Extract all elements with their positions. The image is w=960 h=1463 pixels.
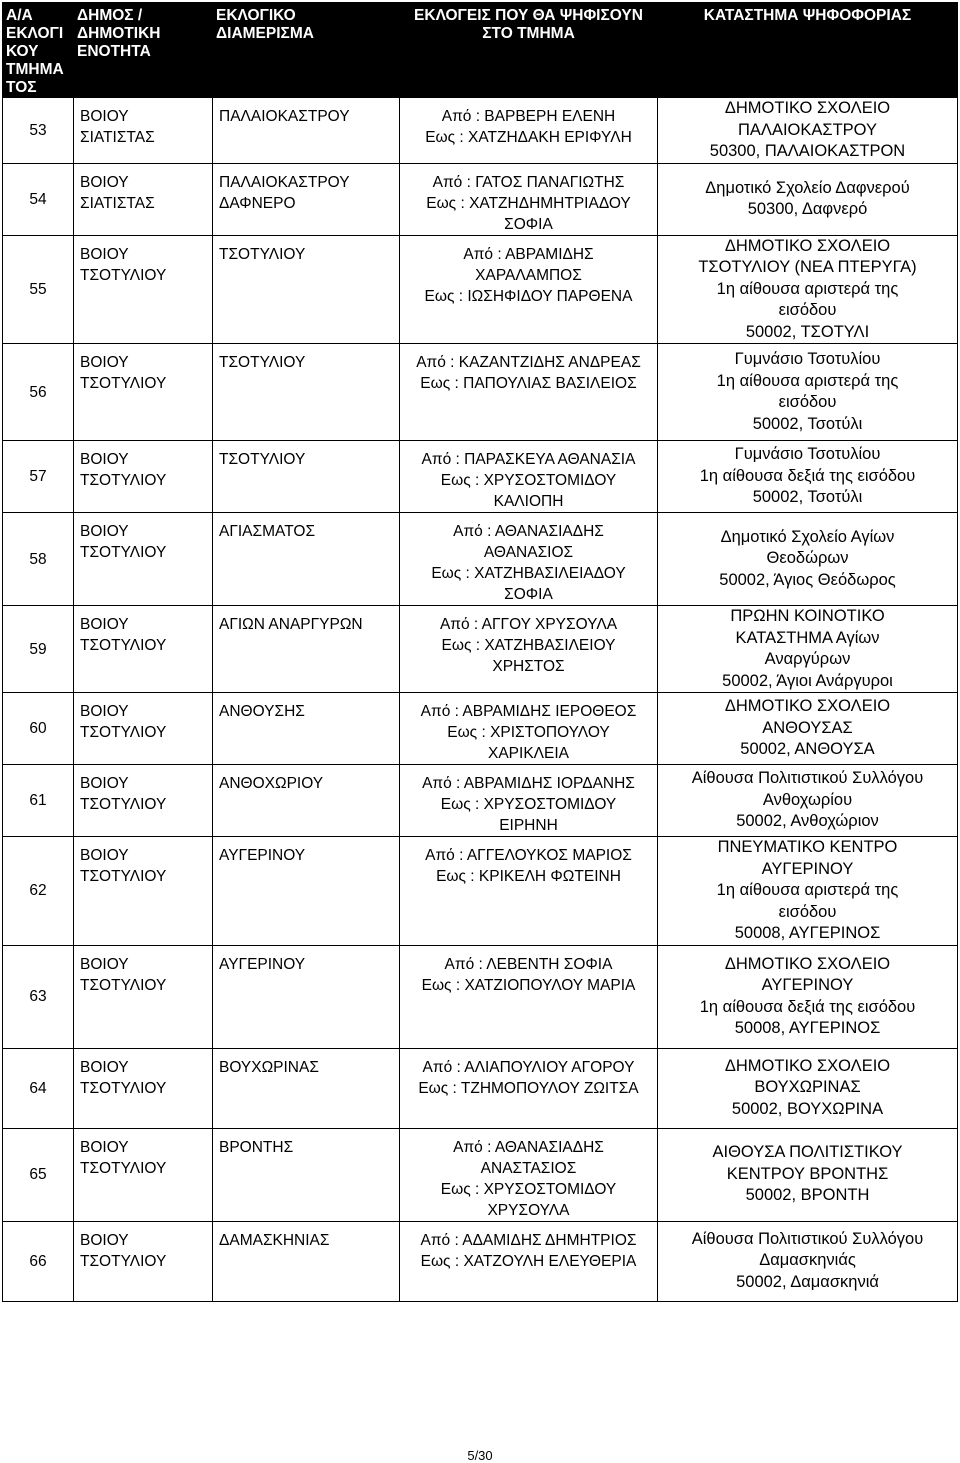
- row-number: 53: [3, 98, 74, 164]
- polling-station-cell-line: Θεοδώρων: [766, 549, 849, 568]
- polling-station-cell-line: 50002, Ανθοχώριον: [736, 812, 879, 831]
- voters-cell-line: Από : ΑΓΓΕΛΟΥΚΟΣ ΜΑΡΙΟΣ: [425, 847, 632, 864]
- polling-station-cell: [658, 765, 958, 837]
- polling-station-cell-line: 1η αίθουσα δεξιά της εισόδου: [699, 997, 916, 1016]
- polling-station-cell-line: 1η αίθουσα δεξιά της εισόδου: [699, 466, 916, 485]
- polling-station-cell-line: ΠΑΛΑΙΟΚΑΣΤΡΟΥ: [738, 120, 877, 139]
- polling-station-cell-line: ΚΑΤΑΣΤΗΜΑ Αγίων: [735, 628, 880, 647]
- district-cell-line: ΑΓΙΩΝ ΑΝΑΡΓΥΡΩΝ: [219, 616, 363, 633]
- header-voters: [400, 3, 658, 98]
- voters-cell-line: ΑΝΑΣΤΑΣΙΟΣ: [480, 1159, 577, 1177]
- voters-cell: [400, 765, 658, 837]
- district-cell-line: ΑΓΙΑΣΜΑΤΟΣ: [219, 523, 316, 540]
- voters-cell: [400, 98, 658, 164]
- table-body: [3, 98, 958, 1302]
- polling-station-cell-line: 50002, Τσοτύλι: [752, 488, 863, 507]
- district-cell-line: ΤΣΟΤΥΛΙΟΥ: [219, 245, 306, 263]
- polling-station-cell-line: 50002, ΑΝΘΟΥΣΑ: [740, 740, 875, 759]
- municipality-cell: [74, 765, 213, 837]
- municipality-cell: [74, 1128, 213, 1221]
- table-row: [3, 441, 958, 513]
- polling-station-cell-line: εισόδου: [778, 902, 837, 921]
- municipality-cell: [74, 693, 213, 765]
- voters-cell-line: ΚΑΛΙΟΠΗ: [493, 493, 564, 510]
- polling-station-cell-line: 50008, ΑΥΓΕΡΙΝΟΣ: [734, 1019, 881, 1037]
- voters-cell: [400, 513, 658, 606]
- municipality-cell-line: ΒΟΙΟΥ: [80, 523, 129, 540]
- header-municipality: [74, 3, 213, 98]
- municipality-cell-line: ΒΟΙΟΥ: [80, 173, 129, 191]
- district-cell-line: ΒΟΥΧΩΡΙΝΑΣ: [219, 1058, 319, 1076]
- district-cell: [213, 441, 400, 513]
- voters-cell: [400, 837, 658, 946]
- district-cell: [213, 1048, 400, 1128]
- header-line: ΔΗΜΟΣ /: [77, 7, 143, 24]
- municipality-cell-line: ΤΣΟΤΥΛΙΟΥ: [80, 1079, 167, 1097]
- polling-station-cell-line: 50002, Άγιοι Ανάργυροι: [722, 671, 893, 690]
- polling-station-cell: [658, 837, 958, 946]
- municipality-cell-line: ΒΟΙΟΥ: [80, 955, 129, 973]
- row-number: 54: [3, 163, 74, 235]
- header-line: Α/Α: [6, 7, 33, 24]
- table-row: [3, 693, 958, 765]
- polling-station-cell-line: ΠΝΕΥΜΑΤΙΚΟ ΚΕΝΤΡΟ: [717, 838, 898, 856]
- row-number: 55: [3, 235, 74, 344]
- table-row: [3, 837, 958, 946]
- municipality-cell-line: ΤΣΟΤΥΛΙΟΥ: [80, 637, 167, 654]
- header-polling-station: [658, 3, 958, 98]
- polling-station-cell-line: Δημοτικό Σχολείο Αγίων: [720, 527, 895, 546]
- municipality-cell-line: ΒΟΙΟΥ: [80, 451, 129, 468]
- row-number: 61: [3, 765, 74, 837]
- voters-cell-line: Από : ΠΑΡΑΣΚΕΥΑ ΑΘΑΝΑΣΙΑ: [421, 451, 636, 468]
- municipality-cell-line: ΒΟΙΟΥ: [80, 1231, 129, 1249]
- polling-station-cell-line: 50002, Δαμασκηνιά: [736, 1272, 879, 1291]
- district-cell-line: ΑΥΓΕΡΙΝΟΥ: [219, 847, 306, 864]
- table-row: [3, 163, 958, 235]
- polling-station-cell-line: ΑΥΓΕΡΙΝΟΥ: [761, 859, 854, 878]
- polling-station-cell: [658, 606, 958, 693]
- row-number: 57: [3, 441, 74, 513]
- polling-station-cell-line: Γυμνάσιο Τσοτυλίου: [734, 350, 881, 368]
- row-number: 58: [3, 513, 74, 606]
- row-number: 64: [3, 1048, 74, 1128]
- municipality-cell: [74, 344, 213, 441]
- header-line: ΔΙΑΜΕΡΙΣΜΑ: [216, 25, 314, 42]
- district-cell: [213, 163, 400, 235]
- voters-cell-line: Από : ΓΑΤΟΣ ΠΑΝΑΓΙΩΤΗΣ: [432, 173, 625, 191]
- municipality-cell-line: ΒΟΙΟΥ: [80, 108, 129, 125]
- polling-station-cell-line: εισόδου: [778, 301, 837, 319]
- voters-cell-line: Από : ΑΘΑΝΑΣΙΑΔΗΣ: [453, 523, 604, 540]
- voters-cell-line: ΕΙΡΗΝΗ: [499, 817, 558, 834]
- polling-station-cell-line: ΔΗΜΟΤΙΚΟ ΣΧΟΛΕΙΟ: [724, 236, 891, 255]
- polling-station-cell: [658, 235, 958, 344]
- district-cell-line: ΠΑΛΑΙΟΚΑΣΤΡΟΥ: [219, 108, 350, 125]
- district-cell: [213, 344, 400, 441]
- district-cell-line: ΤΣΟΤΥΛΙΟΥ: [219, 354, 306, 371]
- district-cell: [213, 98, 400, 164]
- voters-cell-line: Εως : ΧΑΤΖΗΔΑΚΗ ΕΡΙΦΥΛΗ: [425, 129, 632, 146]
- municipality-cell-line: ΤΣΟΤΥΛΙΟΥ: [80, 1159, 167, 1177]
- polling-station-cell-line: ΚΕΝΤΡΟΥ ΒΡΟΝΤΗΣ: [726, 1164, 889, 1183]
- polling-station-cell: [658, 98, 958, 164]
- voters-cell-line: Εως : ΧΑΤΖΗΒΑΣΙΛΕΙΑΔΟΥ: [431, 565, 626, 582]
- polling-station-cell-line: εισόδου: [778, 393, 837, 411]
- voters-cell-line: Εως : ΧΑΤΖΟΥΛΗ ΕΛΕΥΘΕΡΙΑ: [420, 1252, 637, 1270]
- polling-station-cell-line: ΔΗΜΟΤΙΚΟ ΣΧΟΛΕΙΟ: [724, 1056, 891, 1075]
- municipality-cell: [74, 1221, 213, 1301]
- voters-cell-line: Από : ΑΛΙΑΠΟΥΛΙΟΥ ΑΓΟΡΟΥ: [422, 1058, 635, 1076]
- voters-cell-line: ΧΑΡΑΛΑΜΠΟΣ: [475, 266, 582, 284]
- header-line: ΤΜΗΜΑ: [6, 61, 64, 78]
- row-number: 65: [3, 1128, 74, 1221]
- header-row: [3, 3, 958, 98]
- polling-station-cell-line: 50002, Άγιος Θεόδωρος: [719, 570, 896, 589]
- municipality-cell-line: ΒΟΙΟΥ: [80, 703, 129, 720]
- voters-cell-line: Από : ΑΓΓΟΥ ΧΡΥΣΟΥΛΑ: [439, 616, 618, 633]
- voters-cell-line: Από : ΒΑΡΒΕΡΗ ΕΛΕΝΗ: [441, 108, 616, 125]
- district-cell: [213, 765, 400, 837]
- voters-cell: [400, 693, 658, 765]
- voters-cell: [400, 441, 658, 513]
- polling-station-cell: [658, 1048, 958, 1128]
- polling-station-cell-line: ΒΟΥΧΩΡΙΝΑΣ: [754, 1078, 861, 1097]
- municipality-cell-line: ΤΣΟΤΥΛΙΟΥ: [80, 472, 167, 489]
- municipality-cell-line: ΤΣΟΤΥΛΙΟΥ: [80, 1252, 167, 1270]
- district-cell: [213, 1128, 400, 1221]
- polling-station-cell-line: 50300, Δαφνερό: [747, 200, 868, 218]
- voters-cell-line: ΧΡΗΣΤΟΣ: [492, 658, 565, 675]
- voters-cell-line: Εως : ΧΡΥΣΟΣΤΟΜΙΔΟΥ: [440, 472, 617, 489]
- header-line: ΕΝΟΤΗΤΑ: [77, 43, 151, 60]
- district-cell-line: ΒΡΟΝΤΗΣ: [219, 1138, 294, 1156]
- header-district: [213, 3, 400, 98]
- table-row: [3, 606, 958, 693]
- municipality-cell: [74, 163, 213, 235]
- page-indicator: 5/30: [467, 1448, 493, 1463]
- voters-cell-line: Εως : ΧΡΙΣΤΟΠΟΥΛΟΥ: [447, 724, 610, 741]
- voters-cell-line: ΣΟΦΙΑ: [504, 215, 553, 233]
- district-cell-line: ΠΑΛΑΙΟΚΑΣΤΡΟΥ: [219, 173, 350, 191]
- voters-cell-line: Εως : ΚΡΙΚΕΛΗ ΦΩΤΕΙΝΗ: [436, 868, 621, 885]
- voters-cell: [400, 1128, 658, 1221]
- voters-cell-line: Εως : ΧΡΥΣΟΣΤΟΜΙΔΟΥ: [440, 796, 617, 813]
- table-row: [3, 765, 958, 837]
- municipality-cell: [74, 606, 213, 693]
- municipality-cell-line: ΒΟΙΟΥ: [80, 354, 129, 371]
- polling-station-cell-line: 50002, ΒΡΟΝΤΗ: [745, 1186, 870, 1205]
- voters-cell-line: Εως : ΧΑΤΖΙΟΠΟΥΛΟΥ ΜΑΡΙΑ: [421, 976, 636, 994]
- voters-cell: [400, 1221, 658, 1301]
- polling-station-cell-line: 50002, ΒΟΥΧΩΡΙΝΑ: [731, 1099, 884, 1118]
- district-cell: [213, 693, 400, 765]
- district-cell-line: ΑΝΘΟΥΣΗΣ: [219, 703, 305, 720]
- voters-cell-line: ΣΟΦΙΑ: [504, 586, 553, 603]
- header-line: ΣΤΟ ΤΜΗΜΑ: [482, 25, 575, 42]
- polling-station-cell: [658, 945, 958, 1048]
- voters-cell-line: Από : ΑΒΡΑΜΙΔΗΣ ΙΟΡΔΑΝΗΣ: [422, 775, 635, 792]
- row-number: 59: [3, 606, 74, 693]
- header-line: ΤΟΣ: [6, 79, 37, 96]
- municipality-cell: [74, 441, 213, 513]
- district-cell: [213, 235, 400, 344]
- row-number: 66: [3, 1221, 74, 1301]
- table-row: [3, 513, 958, 606]
- municipality-cell-line: ΤΣΟΤΥΛΙΟΥ: [80, 976, 167, 994]
- polling-stations-table: [2, 2, 958, 1302]
- municipality-cell-line: ΣΙΑΤΙΣΤΑΣ: [80, 129, 155, 146]
- district-cell-line: ΤΣΟΤΥΛΙΟΥ: [219, 451, 306, 468]
- municipality-cell: [74, 945, 213, 1048]
- district-cell-line: ΔΑΦΝΕΡΟ: [219, 194, 296, 212]
- voters-cell-line: Εως : ΤΖΗΜΟΠΟΥΛΟΥ ΖΩΙΤΣΑ: [418, 1079, 639, 1097]
- table-row: [3, 945, 958, 1048]
- municipality-cell: [74, 513, 213, 606]
- polling-station-cell-line: ΔΗΜΟΤΙΚΟ ΣΧΟΛΕΙΟ: [724, 99, 891, 117]
- polling-station-cell-line: 1η αίθουσα αριστερά της: [716, 371, 899, 390]
- table-row: [3, 1221, 958, 1301]
- row-number: 60: [3, 693, 74, 765]
- polling-station-cell-line: 50300, ΠΑΛΑΙΟΚΑΣΤΡΟΝ: [709, 142, 906, 160]
- district-cell-line: ΑΝΘΟΧΩΡΙΟΥ: [219, 775, 324, 792]
- polling-station-cell-line: 1η αίθουσα αριστερά της: [716, 881, 899, 899]
- municipality-cell-line: ΤΣΟΤΥΛΙΟΥ: [80, 724, 167, 741]
- row-number: 63: [3, 945, 74, 1048]
- voters-cell-line: Από : ΑΘΑΝΑΣΙΑΔΗΣ: [453, 1138, 604, 1156]
- municipality-cell: [74, 235, 213, 344]
- polling-station-cell-line: Δαμασκηνιάς: [759, 1251, 856, 1270]
- polling-station-cell-line: ΑΙΘΟΥΣΑ ΠΟΛΙΤΙΣΤΙΚΟΥ: [712, 1143, 903, 1162]
- polling-station-cell-line: 50002, ΤΣΟΤΥΛΙ: [745, 322, 870, 341]
- polling-station-cell: [658, 1221, 958, 1301]
- district-cell: [213, 837, 400, 946]
- municipality-cell-line: ΒΟΙΟΥ: [80, 616, 129, 633]
- voters-cell: [400, 344, 658, 441]
- polling-station-cell: [658, 163, 958, 235]
- municipality-cell-line: ΒΟΙΟΥ: [80, 245, 129, 263]
- voters-cell-line: Από : ΛΕΒΕΝΤΗ ΣΟΦΙΑ: [444, 955, 613, 973]
- district-cell: [213, 1221, 400, 1301]
- polling-station-cell-line: 50008, ΑΥΓΕΡΙΝΟΣ: [734, 924, 881, 942]
- polling-station-cell: [658, 1128, 958, 1221]
- municipality-cell-line: ΒΟΙΟΥ: [80, 775, 129, 792]
- municipality-cell: [74, 1048, 213, 1128]
- header-line: ΕΚΛΟΓΙΚΟ: [216, 7, 296, 24]
- polling-station-cell-line: Αίθουσα Πολιτιστικού Συλλόγου: [691, 1229, 924, 1248]
- table-row: [3, 344, 958, 441]
- polling-station-cell-line: Αίθουσα Πολιτιστικού Συλλόγου: [691, 769, 924, 788]
- header-line: ΕΚΛΟΓΕΙΣ ΠΟΥ ΘΑ ΨΗΦΙΣΟΥΝ: [414, 7, 643, 24]
- municipality-cell-line: ΣΙΑΤΙΣΤΑΣ: [80, 194, 155, 212]
- table-row: [3, 1128, 958, 1221]
- district-cell: [213, 945, 400, 1048]
- municipality-cell-line: ΒΟΙΟΥ: [80, 847, 129, 864]
- voters-cell: [400, 945, 658, 1048]
- table-row: [3, 1048, 958, 1128]
- municipality-cell: [74, 837, 213, 946]
- voters-cell: [400, 606, 658, 693]
- table-row: [3, 235, 958, 344]
- header-number: [3, 3, 74, 98]
- header-line: ΚΑΤΑΣΤΗΜΑ ΨΗΦΟΦΟΡΙΑΣ: [703, 7, 912, 24]
- voters-cell: [400, 235, 658, 344]
- row-number: 56: [3, 344, 74, 441]
- municipality-cell-line: ΤΣΟΤΥΛΙΟΥ: [80, 868, 167, 885]
- municipality-cell: [74, 98, 213, 164]
- polling-station-cell-line: ΔΗΜΟΤΙΚΟ ΣΧΟΛΕΙΟ: [724, 954, 891, 973]
- header-line: ΔΗΜΟΤΙΚΗ: [77, 25, 161, 42]
- district-cell-line: ΔΑΜΑΣΚΗΝΙΑΣ: [219, 1231, 330, 1249]
- voters-cell-line: Από : ΑΒΡΑΜΙΔΗΣ ΙΕΡΟΘΕΟΣ: [420, 703, 637, 720]
- voters-cell-line: Εως : ΧΑΤΖΗΔΗΜΗΤΡΙΑΔΟΥ: [426, 194, 631, 212]
- municipality-cell-line: ΤΣΟΤΥΛΙΟΥ: [80, 266, 167, 284]
- polling-station-cell: [658, 513, 958, 606]
- header-line: ΚΟΥ: [6, 43, 39, 60]
- voters-cell-line: Από : ΑΒΡΑΜΙΔΗΣ: [463, 245, 594, 263]
- voters-cell-line: ΑΘΑΝΑΣΙΟΣ: [483, 544, 574, 561]
- district-cell-line: ΑΥΓΕΡΙΝΟΥ: [219, 955, 306, 973]
- voters-cell-line: ΧΡΥΣΟΥΛΑ: [487, 1201, 570, 1219]
- polling-station-cell-line: Αναργύρων: [764, 650, 851, 668]
- row-number: 62: [3, 837, 74, 946]
- polling-station-cell-line: Γυμνάσιο Τσοτυλίου: [734, 445, 881, 464]
- municipality-cell-line: ΒΟΙΟΥ: [80, 1058, 129, 1076]
- voters-cell: [400, 1048, 658, 1128]
- polling-station-cell: [658, 344, 958, 441]
- polling-station-cell: [658, 441, 958, 513]
- polling-station-cell-line: 1η αίθουσα αριστερά της: [716, 279, 899, 298]
- municipality-cell-line: ΒΟΙΟΥ: [80, 1138, 129, 1156]
- municipality-cell-line: ΤΣΟΤΥΛΙΟΥ: [80, 375, 167, 392]
- polling-station-cell-line: ΑΥΓΕΡΙΝΟΥ: [761, 976, 854, 994]
- polling-station-cell-line: ΑΝΘΟΥΣΑΣ: [762, 718, 853, 737]
- polling-station-cell-line: ΤΣΟΤΥΛΙΟΥ (ΝΕΑ ΠΤΕΡΥΓΑ): [698, 258, 917, 276]
- polling-station-cell-line: 50002, Τσοτύλι: [752, 414, 863, 433]
- voters-cell-line: Εως : ΙΩΣΗΦΙΔΟΥ ΠΑΡΘΕΝΑ: [424, 287, 633, 305]
- voters-cell: [400, 163, 658, 235]
- voters-cell-line: ΧΑΡΙΚΛΕΙΑ: [488, 745, 569, 762]
- district-cell: [213, 513, 400, 606]
- polling-station-cell-line: Ανθοχωρίου: [762, 790, 853, 809]
- voters-cell-line: Εως : ΧΑΤΖΗΒΑΣΙΛΕΙΟΥ: [441, 637, 616, 654]
- polling-station-cell-line: Δημοτικό Σχολείο Δαφνερού: [705, 178, 910, 197]
- municipality-cell-line: ΤΣΟΤΥΛΙΟΥ: [80, 544, 167, 561]
- polling-station-cell: [658, 693, 958, 765]
- polling-station-cell-line: ΔΗΜΟΤΙΚΟ ΣΧΟΛΕΙΟ: [724, 697, 891, 716]
- municipality-cell-line: ΤΣΟΤΥΛΙΟΥ: [80, 796, 167, 813]
- polling-station-cell-line: ΠΡΩΗΝ ΚΟΙΝΟΤΙΚΟ: [730, 607, 885, 625]
- district-cell: [213, 606, 400, 693]
- voters-cell-line: Εως : ΧΡΥΣΟΣΤΟΜΙΔΟΥ: [440, 1180, 617, 1198]
- voters-cell-line: Εως : ΠΑΠΟΥΛΙΑΣ ΒΑΣΙΛΕΙΟΣ: [420, 375, 637, 392]
- header-line: ΕΚΛΟΓΙ: [6, 25, 64, 42]
- voters-cell-line: Από : ΑΔΑΜΙΔΗΣ ΔΗΜΗΤΡΙΟΣ: [420, 1231, 637, 1249]
- table-row: [3, 98, 958, 164]
- voters-cell-line: Από : ΚΑΖΑΝΤΖΙΔΗΣ ΑΝΔΡΕΑΣ: [416, 354, 641, 371]
